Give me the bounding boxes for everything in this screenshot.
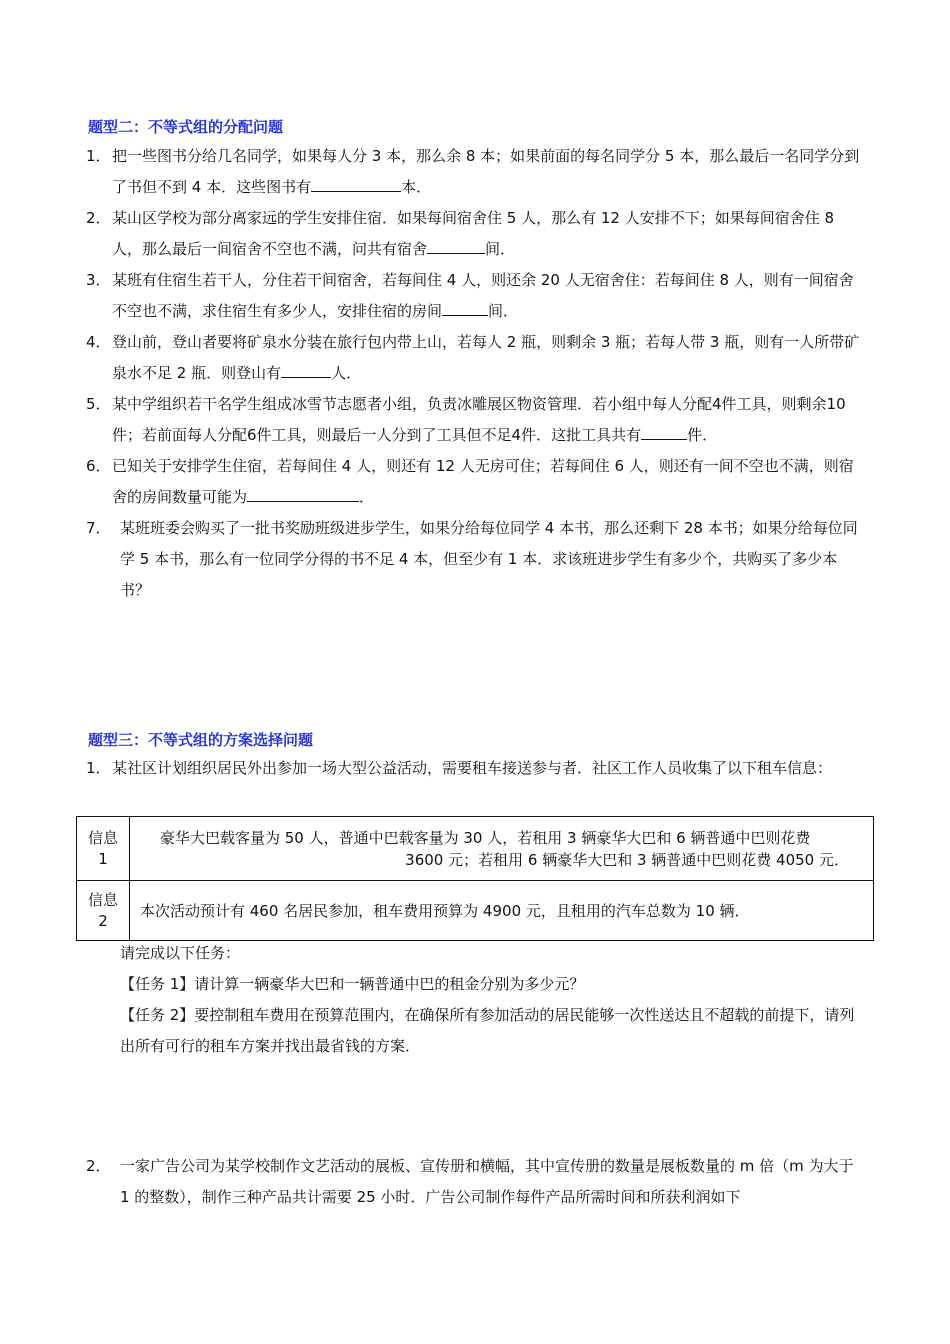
question-text-suffix: 件． <box>687 426 718 444</box>
info-text-line: 豪华大巴载客量为 50 人，普通中巴载客量为 30 人，若租用 3 辆豪华大巴和 6 辆普通中巴则花费 <box>160 828 811 847</box>
info-text-line: 本次活动预计有 460 名居民参加，租车费用预算为 4900 元，且租用的汽车总数为 10 辆． <box>140 901 750 920</box>
question-text: 某班有住宿生若干人，分住若干间宿舍，若每间住 4 人，则还余 20 人无宿舍住：若每间住 8 人，则有一间宿舍不空也不满，求住宿生有多少人，安排住宿的房间 <box>112 271 854 320</box>
question-text-suffix: 间． <box>488 302 519 320</box>
question-3-1 <box>86 753 866 784</box>
question-number: 2． <box>86 209 111 227</box>
info-label-number: 1 <box>98 849 108 868</box>
question-2-2 <box>86 203 866 265</box>
info-label-cell <box>77 881 130 941</box>
question-2-7 <box>86 513 866 606</box>
question-number: 7． <box>86 519 111 537</box>
info-label-cell <box>77 817 130 881</box>
answer-blank[interactable] <box>247 485 359 502</box>
question-text: 某中学组织若干名学生组成冰雪节志愿者小组，负责冰雕展区物资管理．若小组中每人分配4件工具，则剩余10件；若前面每人分配6件工具，则最后一人分到了工具但不足4件．这批工具共有 <box>112 395 846 444</box>
info-label: 信息 <box>87 828 118 847</box>
question-2-6 <box>86 451 866 513</box>
info-content-cell <box>130 817 874 881</box>
info-text-line: 3600 元；若租用 6 辆豪华大巴和 3 辆普通中巴则花费 4050 元． <box>405 850 849 869</box>
question-number: 2． <box>86 1157 111 1175</box>
task-1: 【任务 1】请计算一辆豪华大巴和一辆普通中巴的租金分别为多少元？ <box>120 975 585 993</box>
question-number: 4． <box>86 333 111 351</box>
answer-blank[interactable] <box>641 423 687 440</box>
question-text: 已知关于安排学生住宿，若每间住 4 人，则还有 12 人无房可住；若每间住 6 人，则还有一间不空也不满，则宿舍的房间数量可能为 <box>112 457 854 506</box>
answer-blank[interactable] <box>442 299 488 316</box>
question-text-suffix: 人． <box>331 364 362 382</box>
question-text: 某班班委会购买了一批书奖励班级进步学生，如果分给每位同学 4 本书，那么还剩下 28 本书；如果分给每位同学 5 本书，那么有一位同学分得的书不足 4 本，但至少有 1 本．求该班进步学生有多少个，共购买了多少本书？ <box>120 519 858 599</box>
question-text: 某山区学校为部分离家远的学生安排住宿．如果每间宿舍住 5 人，那么有 12 人安排不下；如果每间宿舍住 8 人，那么最后一间宿舍不空也不满，问共有宿舍 <box>112 209 835 258</box>
question-text: 某社区计划组织居民外出参加一场大型公益活动，需要租车接送参与者．社区工作人员收集了以下租车信息： <box>112 759 833 777</box>
question-number: 1． <box>86 759 111 777</box>
info-label-number: 2 <box>98 911 108 930</box>
table-row <box>77 881 874 941</box>
section3-heading: 题型三：不等式组的方案选择问题 <box>88 731 314 749</box>
answer-blank[interactable] <box>281 361 331 378</box>
question-text: 登山前，登山者要将矿泉水分装在旅行包内带上山，若每人 2 瓶，则剩余 3 瓶；若每人带 3 瓶，则有一人所带矿泉水不足 2 瓶．则登山有 <box>112 333 860 382</box>
info-content-cell <box>130 881 874 941</box>
task-prompt: 请完成以下任务： <box>120 944 241 962</box>
question-number: 3． <box>86 271 111 289</box>
answer-blank[interactable] <box>311 175 401 192</box>
question-text: 一家广告公司为某学校制作文艺活动的展板、宣传册和横幅，其中宣传册的数量是展板数量的 m 倍（m 为大于 1 的整数），制作三种产品共计需要 25 小时．广告公司制作每件产品所需时间和所获利润如下 <box>120 1157 854 1206</box>
question-2-3 <box>86 265 866 327</box>
question-number: 1． <box>86 147 111 165</box>
question-3-2 <box>86 1151 866 1213</box>
section2-heading: 题型二：不等式组的分配问题 <box>88 118 284 136</box>
question-2-1 <box>86 141 866 203</box>
task-2: 【任务 2】要控制租车费用在预算范围内，在确保所有参加活动的居民能够一次性送达且不超载的前提下，请列出所有可行的租车方案并找出最省钱的方案． <box>120 1006 855 1055</box>
rental-info-table <box>76 816 874 941</box>
table-row <box>77 817 874 881</box>
question-text-suffix: 间． <box>485 240 516 258</box>
question-number: 5． <box>86 395 111 413</box>
question-text-suffix: 本． <box>401 178 432 196</box>
question-text-suffix: ． <box>359 488 375 506</box>
question-text: 把一些图书分给几名同学，如果每人分 3 本，那么余 8 本；如果前面的每名同学分 5 本，那么最后一名同学分到了书但不到 4 本．这些图书有 <box>112 147 860 196</box>
question-2-5 <box>86 389 866 451</box>
answer-blank[interactable] <box>427 237 485 254</box>
question-2-4 <box>86 327 866 389</box>
info-label: 信息 <box>87 890 118 909</box>
question-number: 6． <box>86 457 111 475</box>
